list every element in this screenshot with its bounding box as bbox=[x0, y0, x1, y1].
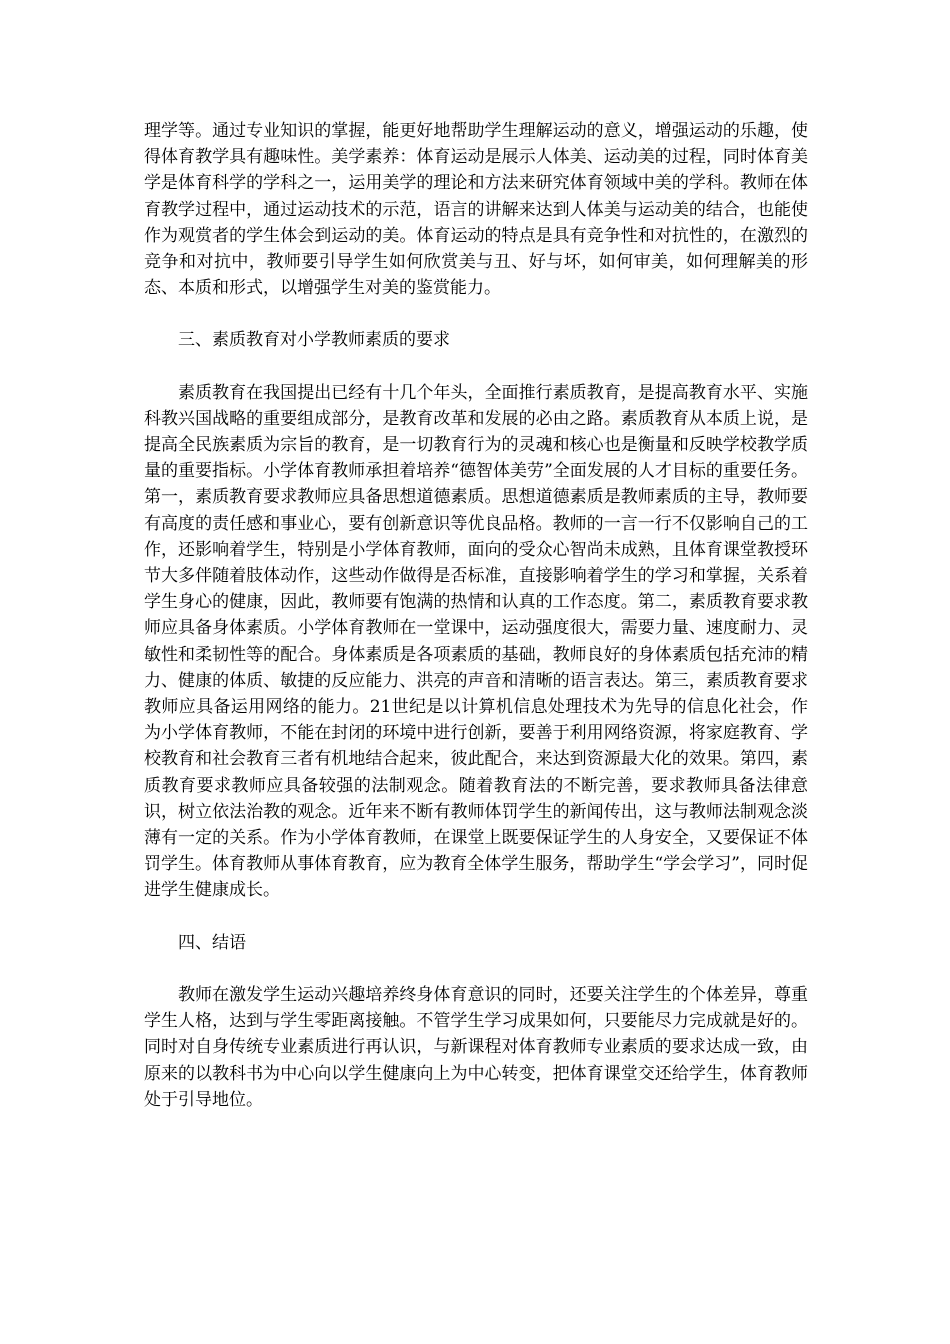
paragraph-conclusion: 教师在激发学生运动兴趣培养终身体育意识的同时，还要关注学生的个体差异，尊重学生人格，达到与学生零距离接触。不管学生学习成果如何，只要能尽力完成就是好的。同时对自身传统专业素质进行再认识，与新课程对体育教师专业素质的要求达成一致，由原来的以教科书为中心向以学生健康向上为中心转变，把体育课堂交还给学生，体育教师处于引导地位。 bbox=[144, 984, 808, 1110]
paragraph-continued: 理学等。通过专业知识的掌握，能更好地帮助学生理解运动的意义，增强运动的乐趣，使得体育教学具有趣味性。美学素养：体育运动是展示人体美、运动美的过程，同时体育美学是体育科学的学科之一，运用美学的理论和方法来研究体育领域中美的学科。教师在体育教学过程中，通过运动技术的示范，语言的讲解来达到人体美与运动美的结合，也能使作为观赏者的学生体会到运动的美。体育运动的特点是具有竞争性和对抗性的，在激烈的竞争和对抗中，教师要引导学生如何欣赏美与丑、好与坏，如何审美，如何理解美的形态、本质和形式，以增强学生对美的鉴赏能力。 bbox=[144, 121, 808, 299]
paragraph-gap bbox=[144, 956, 808, 982]
document-page bbox=[144, 118, 808, 1113]
section-heading-4: 四、结语 bbox=[178, 932, 246, 953]
paragraph-quality-education: 素质教育在我国提出已经有十几个年头，全面推行素质教育，是提高教育水平、实施科教兴国战略的重要组成部分，是教育改革和发展的必由之路。素质教育从本质上说，是提高全民族素质为宗旨的教育，是一切教育行为的灵魂和核心也是衡量和反映学校教学质量的重要指标。小学体育教师承担着培养“德智体美劳”全面发展的人才目标的重要任务。第一，素质教育要求教师应具备思想道德素质。思想道德素质是教师素质的主导，教师要有高度的责任感和事业心，要有创新意识等优良品格。教师的一言一行不仅影响自己的工作，还影响着学生，特别是小学体育教师，面向的受众心智尚未成熟，且体育课堂教授环节大多伴随着肢体动作，这些动作做得是否标准，直接影响着学生的学习和掌握，关系着学生身心的健康，因此，教师要有饱满的热情和认真的工作态度。第二，素质教育要求教师应具备身体素质。小学体育教师在一堂课中，运动强度很大，需要力量、速度耐力、灵敏性和柔韧性等的配合。身体素质是各项素质的基础，教师良好的身体素质包括充沛的精力、健康的体质、敏捷的反应能力、洪亮的声音和清晰的语言表达。第三，素质教育要求教师应具备运用网络的能力。21世纪是以计算机信息处理技术为先导的信息化社会，作为小学体育教师，不能在封闭的环境中进行创新，要善于利用网络资源，将家庭教育、学校教育和社会教育三者有机地结合起来，彼此配合，来达到资源最大化的效果。第四，素质教育要求教师应具备较强的法制观念。随着教育法的不断完善，要求教师具备法律意识，树立依法治教的观念。近年来不断有教师体罚学生的新闻传出，这与教师法制观念淡薄有一定的关系。作为小学体育教师，在课堂上既要保证学生的人身安全，又要保证不体罚学生。体育教师从事体育教育，应为教育全体学生服务，帮助学生“学会学习”，同时促进学生健康成长。 bbox=[144, 382, 808, 901]
section-heading-3: 三、素质教育对小学教师素质的要求 bbox=[178, 330, 450, 351]
paragraph-gap bbox=[144, 354, 808, 380]
paragraph-gap bbox=[144, 301, 808, 327]
paragraph-gap bbox=[144, 904, 808, 930]
